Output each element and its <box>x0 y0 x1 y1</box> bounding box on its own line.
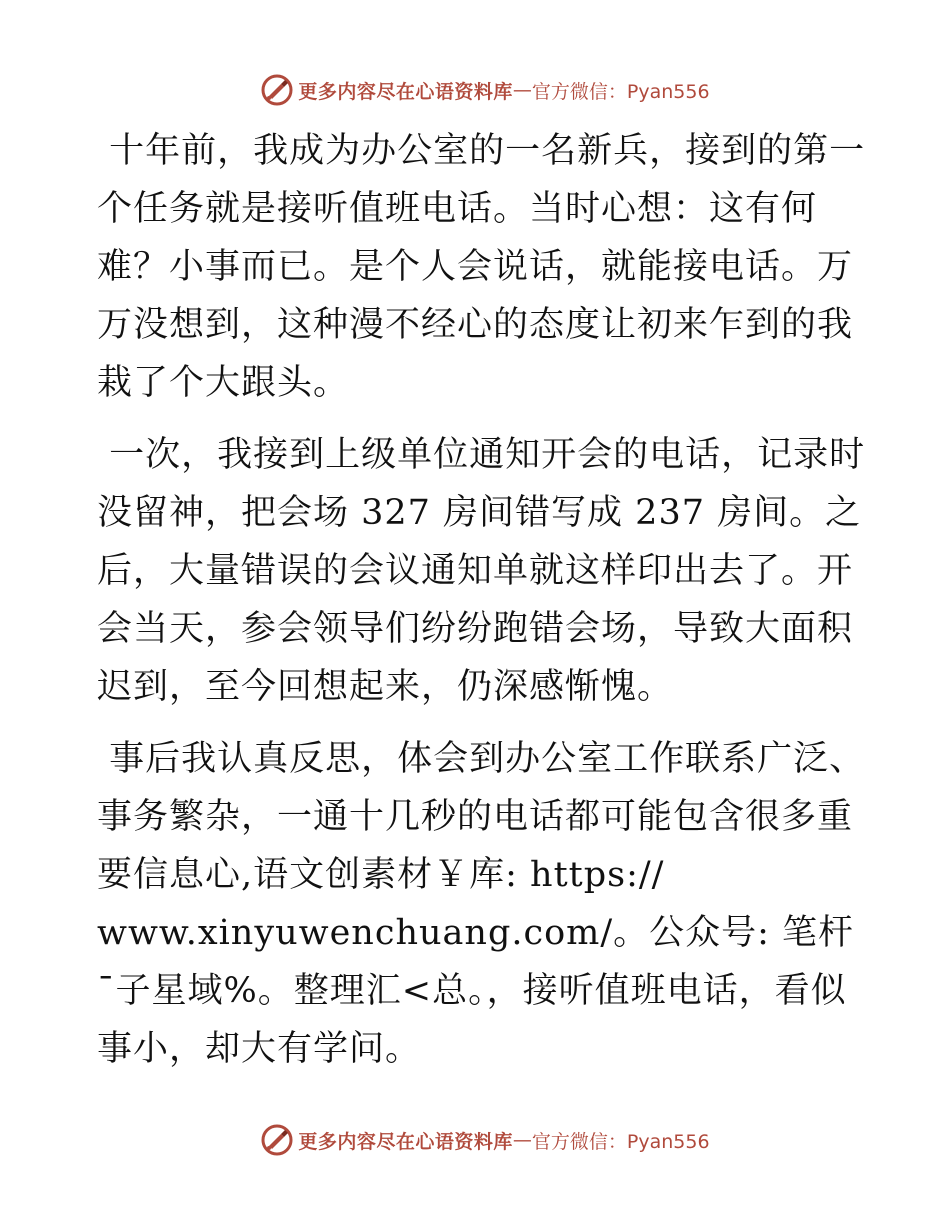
paragraph-1: 十年前，我成为办公室的一名新兵，接到的第一个任务就是接听值班电话。当时心想：这有何难？小事而已。是个人会说话，就能接电话。万万没想到，这种漫不经心的态度让初来乍到的我栽了个大跟头。 <box>97 131 866 403</box>
header-banner <box>0 70 950 110</box>
banner-main-text: 更多内容尽在心语资料库 <box>298 1130 513 1153</box>
footer-banner <box>0 1120 950 1160</box>
pen-circle-logo-icon <box>260 1123 294 1157</box>
banner-dash: — <box>512 1129 532 1151</box>
article-body <box>97 122 867 1092</box>
banner-dash: — <box>512 79 532 101</box>
banner-wechat-text: 官方微信：Pyan556 <box>531 80 710 103</box>
banner-main-text: 更多内容尽在心语资料库 <box>298 80 513 103</box>
header-banner-inner <box>260 73 709 107</box>
footer-banner-inner <box>260 1123 709 1157</box>
paragraph-2: 一次，我接到上级单位通知开会的电话，记录时没留神，把会场 327 房间错写成 237 房间。之后，大量错误的会议通知单就这样印出去了。开会当天，参会领导们纷纷跑错会场，导致大面积迟到，至今回想起来，仍深感惭愧。 <box>97 435 866 707</box>
paragraph-3: 事后我认真反思，体会到办公室工作联系广泛、事务繁杂，一通十几秒的电话都可能包含很多重要信息心,语文创素材￥库: https:// www.xinyuwenchuang.com/。公众号: 笔杆¯子星域%。整理汇<总。，接听值班电话，看似事小，却大有学问。 <box>97 739 866 1069</box>
pen-circle-logo-icon <box>260 73 294 107</box>
banner-wechat-text: 官方微信：Pyan556 <box>531 1130 710 1153</box>
